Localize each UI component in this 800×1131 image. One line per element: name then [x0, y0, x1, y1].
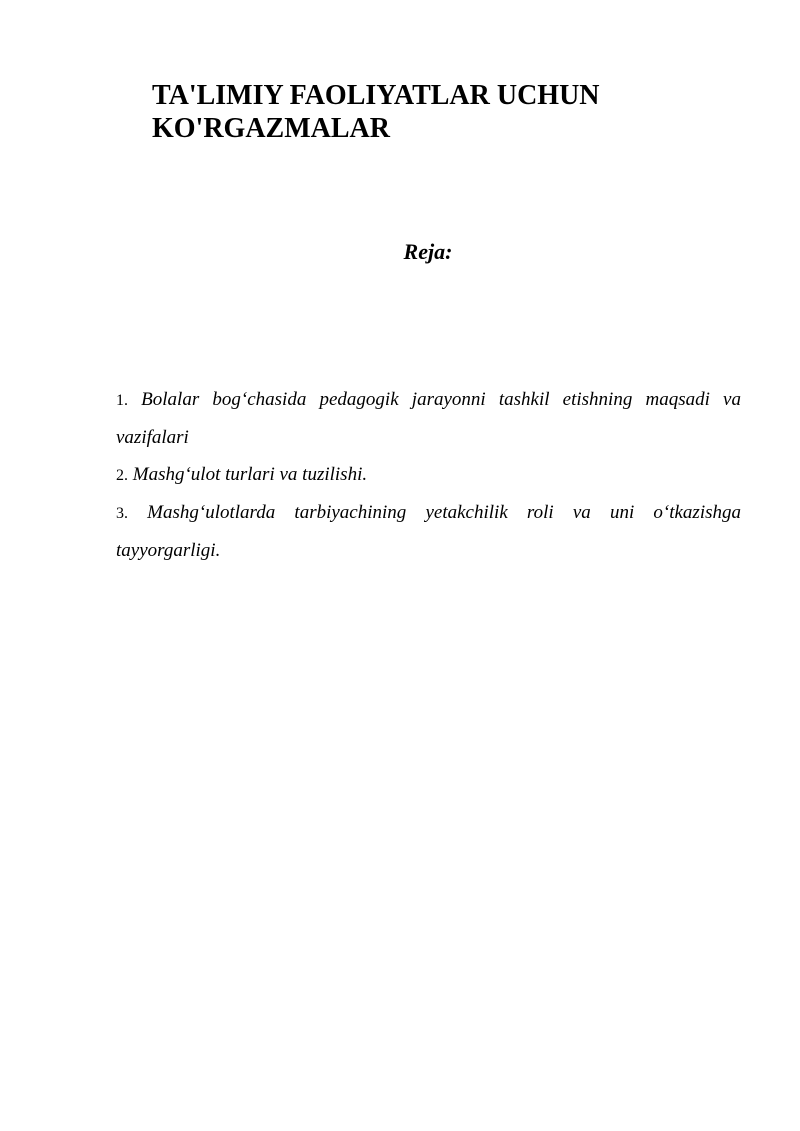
plan-item-3 [116, 494, 741, 569]
document-title-line-2: KO'RGAZMALAR [152, 113, 390, 144]
plan-item-text: Mashg‘ulotlarda tarbiyachining yetakchilik roli va uni o‘tkazishga tayyorgarligi. [116, 502, 741, 561]
plan-item-2 [116, 456, 741, 494]
plan-list [116, 381, 741, 569]
plan-item-text: Mashg‘ulot turlari va tuzilishi. [132, 464, 368, 485]
document-title-line-1: TA'LIMIY FAOLIYATLAR UCHUN [152, 80, 600, 111]
document-title [152, 79, 712, 145]
plan-item-number: 3. [116, 505, 128, 522]
plan-item-1 [116, 381, 741, 456]
plan-item-text: Bolalar bog‘chasida pedagogik jarayonni tashkil etishning maqsadi va vazifalari [116, 389, 741, 448]
plan-item-number: 1. [116, 392, 128, 409]
plan-item-number: 2. [116, 467, 128, 484]
plan-heading: Reja: [403, 239, 453, 264]
